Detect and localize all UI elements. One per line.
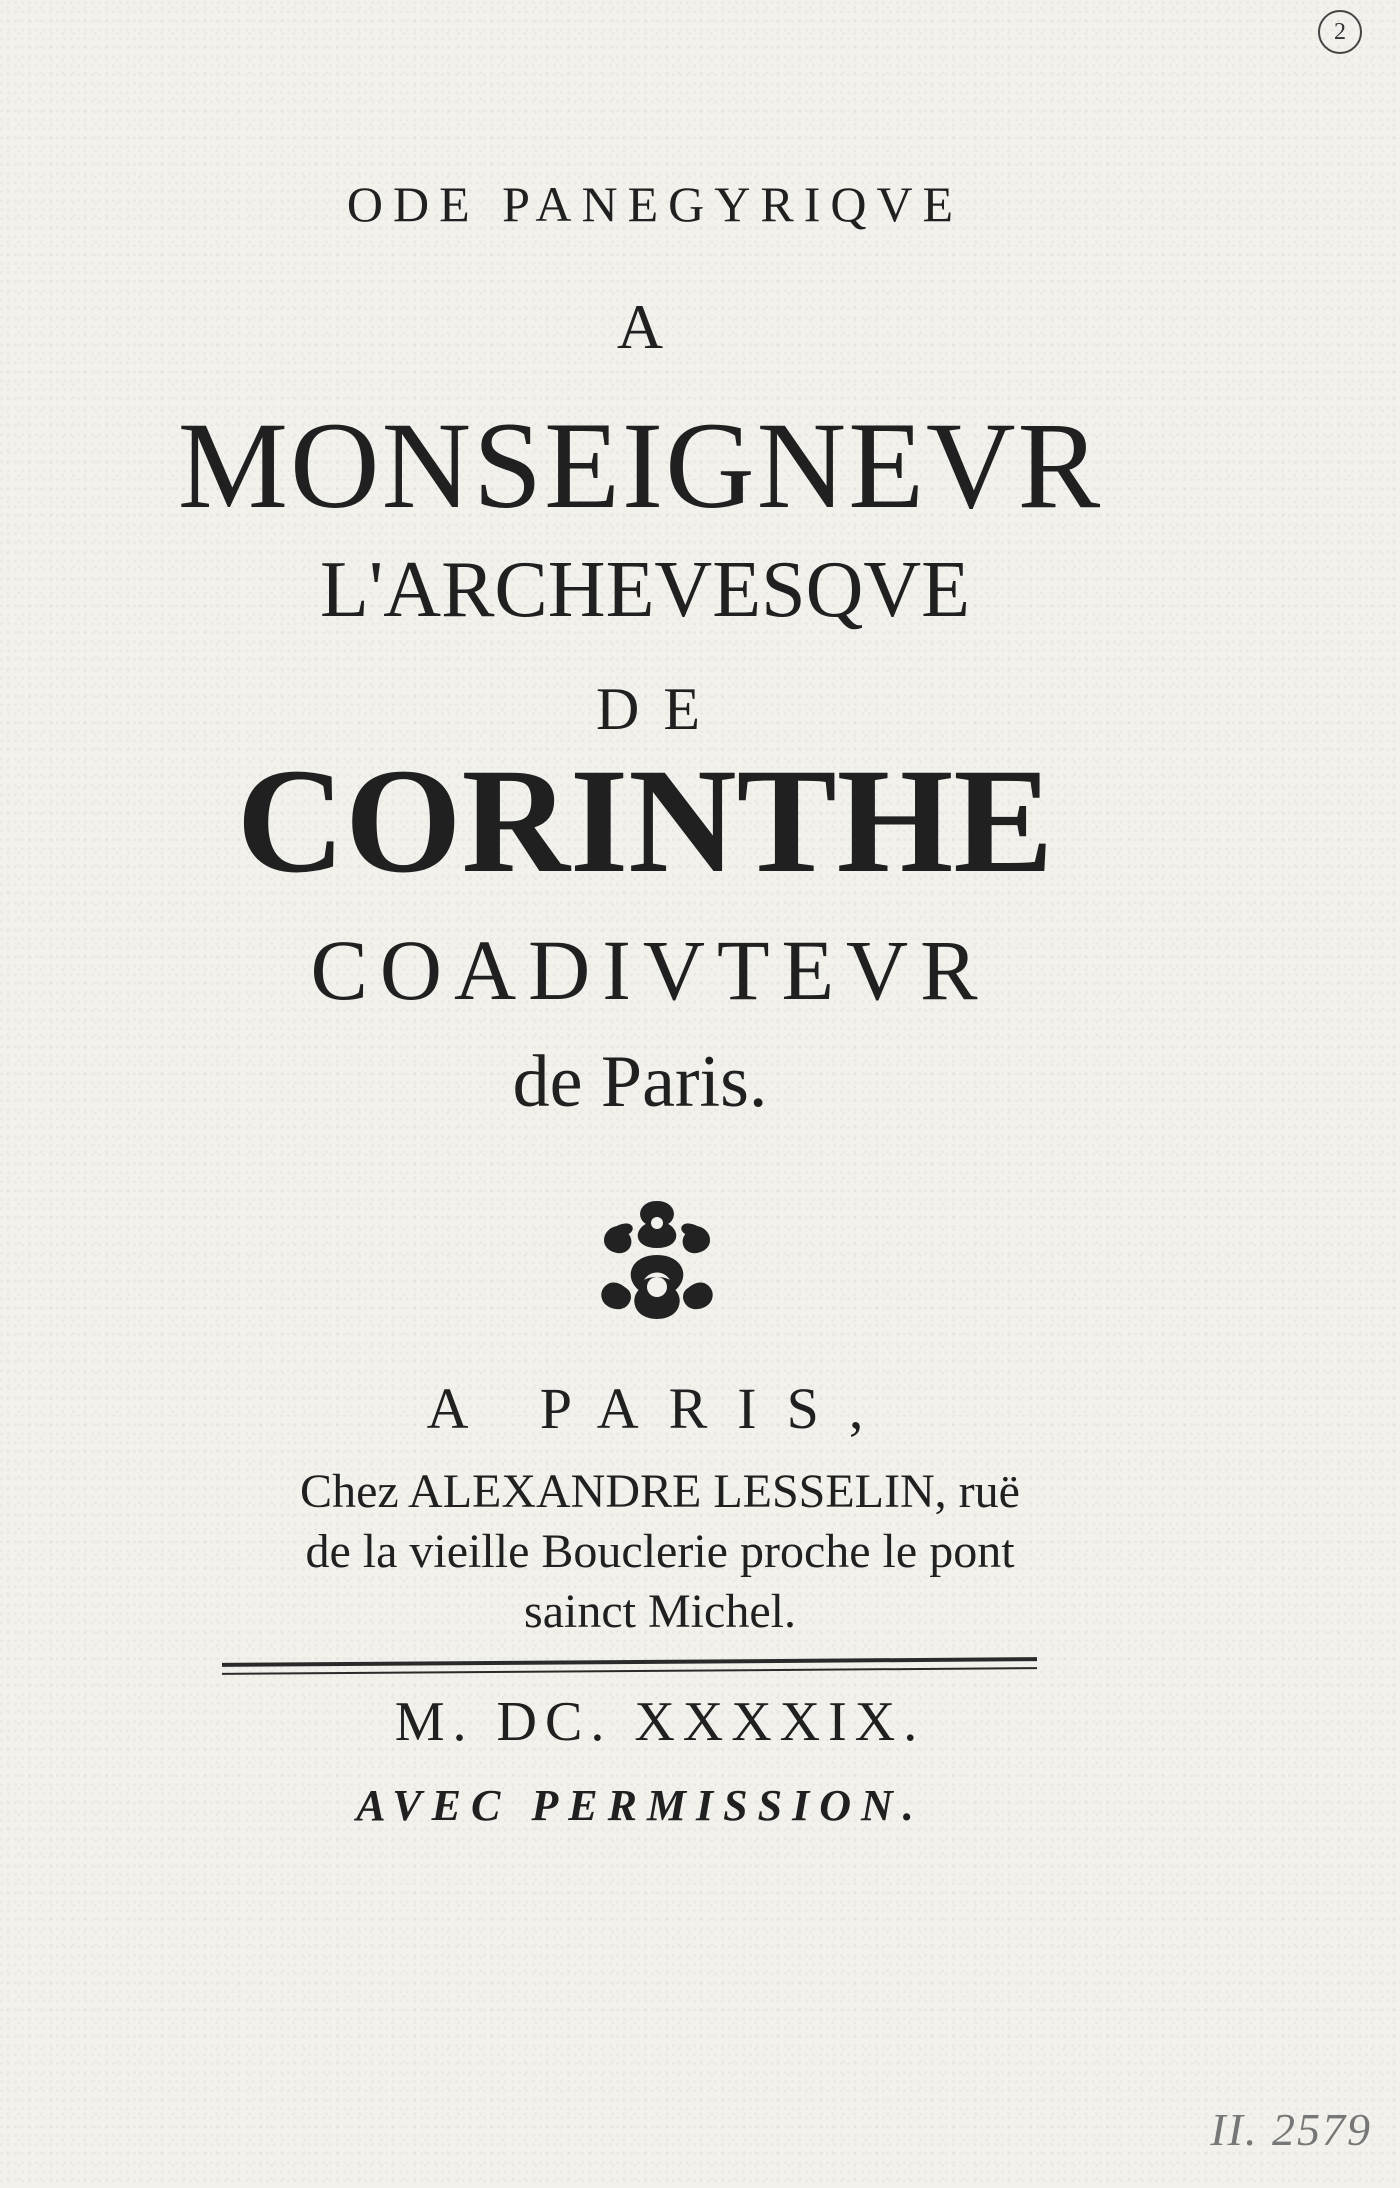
title-line-ode-panegyrique: ODE PANEGYRIQVE bbox=[346, 176, 964, 232]
title-line-archevesque: L'ARCHEVESQVE bbox=[320, 546, 970, 634]
imprint-line-2: de la vieille Bouclerie proche le pont bbox=[305, 1525, 1015, 1578]
permission-line: AVEC PERMISSION. bbox=[356, 1781, 924, 1830]
title-line-monseigneur: MONSEIGNEVR bbox=[177, 397, 1103, 534]
publication-date: M. DC. XXXXIX. bbox=[394, 1691, 926, 1753]
imprint-line-3: sainct Michel. bbox=[524, 1585, 796, 1638]
imprint-line-1: Chez ALEXANDRE LESSELIN, ruë bbox=[300, 1465, 1020, 1518]
title-line-a: A bbox=[616, 291, 664, 362]
marginal-number: 2 bbox=[1318, 10, 1362, 54]
horizontal-rule bbox=[222, 1657, 1037, 1667]
title-line-coadiuteur: COADIVTEVR bbox=[310, 922, 990, 1018]
title-line-corinthe: CORINTHE bbox=[236, 738, 1054, 904]
printer-ornament bbox=[592, 1192, 722, 1327]
imprint-place: A PARIS, bbox=[426, 1376, 894, 1441]
horizontal-rule-thin bbox=[222, 1667, 1037, 1675]
title-line-de: DE bbox=[596, 676, 724, 742]
title-line-de-paris: de Paris. bbox=[512, 1041, 768, 1123]
shelfmark: II. 2579 bbox=[1210, 2104, 1372, 2155]
